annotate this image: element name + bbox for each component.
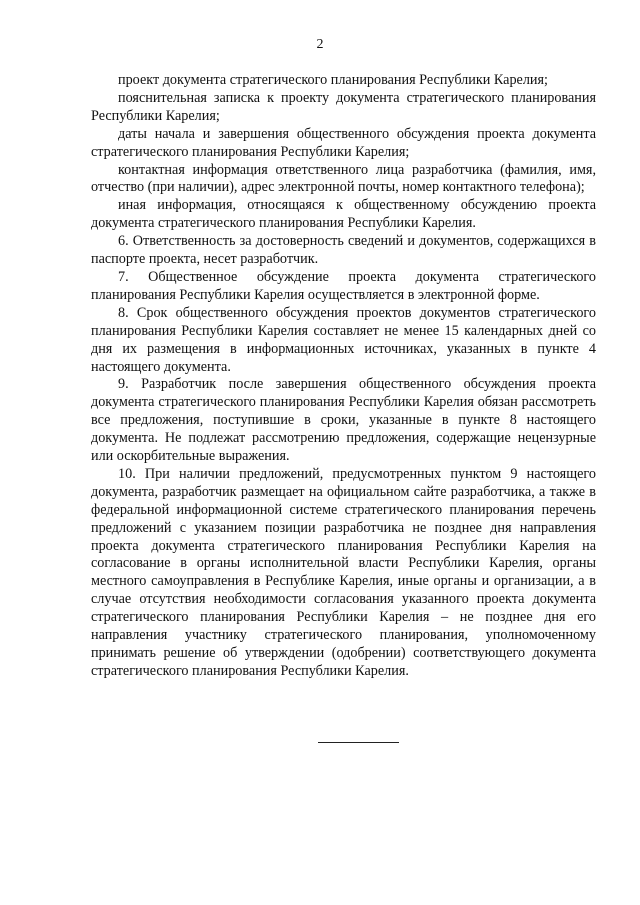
- paragraph-item-6: 6. Ответственность за достоверность сведений и документов, содержащихся в паспорте проекта, несет разработчик.: [91, 233, 596, 268]
- end-of-document-rule: [318, 742, 399, 743]
- paragraph-item-7: 7. Общественное обсуждение проекта документа стратегического планирования Республики Карелия осуществляется в электронной форме.: [91, 268, 596, 303]
- paragraph-explanatory-note: пояснительная записка к проекту документа стратегического планирования Республики Карелия;: [91, 89, 596, 124]
- paragraph-item-8: 8. Срок общественного обсуждения проектов документов стратегического планирования Республики Карелия составляет не менее 15 календарных дней со дня их размещения в информационных источниках, указанных в пункте 4 настоящего документа.: [91, 304, 596, 375]
- page-number: 2: [316, 37, 324, 52]
- paragraph-other-info: иная информация, относящаяся к общественному обсуждению проекта документа стратегического планирования Республики Карелия.: [91, 197, 596, 232]
- paragraph-discussion-dates: даты начала и завершения общественного обсуждения проекта документа стратегического планирования Республики Карелия;: [91, 125, 596, 160]
- paragraph-contact-info: контактная информация ответственного лица разработчика (фамилия, имя, отчество (при наличии), адрес электронной почты, номер контактного телефона);: [91, 161, 596, 196]
- document-body: [91, 72, 596, 681]
- paragraph-item-10: 10. При наличии предложений, предусмотренных пунктом 9 настоящего документа, разработчик размещает на официальном сайте разработчика, а также в федеральной информационной системе стратегического планирования перечень предложений с указанием позиции разработчика не позднее дня направления проекта документа стратегического планирования Республики Карелия на согласование в органы исполнительной власти Республики Карелия, органы местного самоуправления в Республике Карелия, иные органы и организации, а в случае отсутствия необходимости согласования указанного проекта документа стратегического планирования Республики Карелия – не позднее дня его направления участнику стратегического планирования, уполномоченному принимать решение об утверждении (одобрении) соответствующего документа стратегического планирования Республики Карелия.: [91, 465, 596, 679]
- paragraph-project-document: проект документа стратегического планирования Республики Карелия;: [118, 72, 548, 88]
- paragraph-item-9: 9. Разработчик после завершения общественного обсуждения проекта документа стратегического планирования Республики Карелия обязан рассмотреть все предложения, поступившие в сроки, указанные в пункте 8 настоящего документа. Не подлежат рассмотрению предложения, содержащие нецензурные или оскорбительные выражения.: [91, 376, 596, 465]
